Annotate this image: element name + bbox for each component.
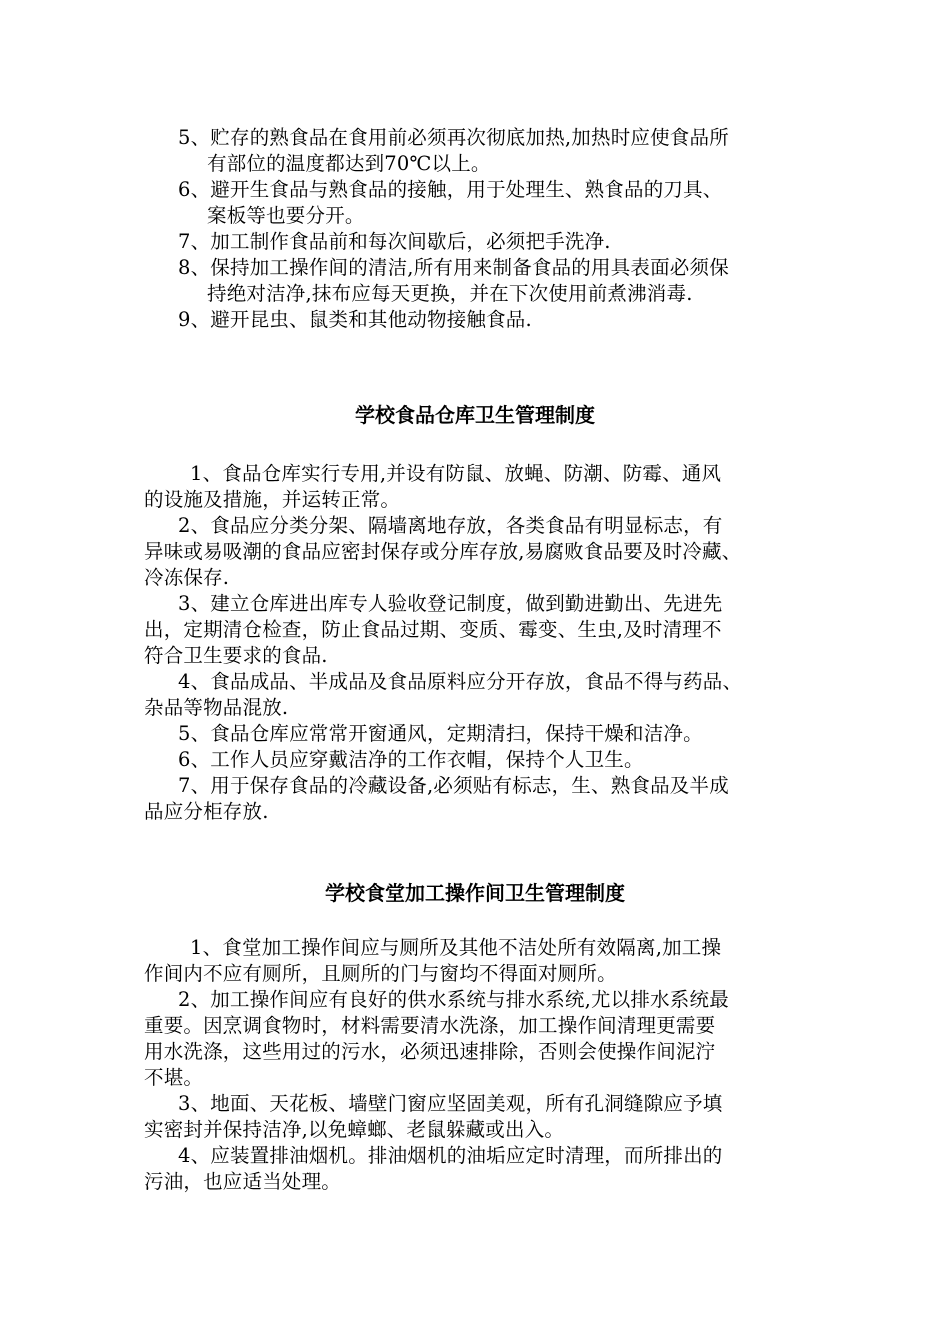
warehouse-rule-line: 1、食品仓库实行专用,并设有防鼠、放蝇、防潮、防霉、通风 xyxy=(190,462,722,485)
warehouse-section-title: 学校食品仓库卫生管理制度 xyxy=(355,403,595,427)
kitchen-rule-line: 实密封并保持洁净,以免蟑螂、老鼠躲藏或出入。 xyxy=(144,1118,565,1141)
warehouse-rule-line: 4、食品成品、半成品及食品原料应分开存放，食品不得与药品、 xyxy=(178,670,743,693)
kitchen-rule-line: 作间内不应有厕所，且厕所的门与窗均不得面对厕所。 xyxy=(144,962,617,985)
warehouse-rule-line: 品应分柜存放. xyxy=(144,800,269,823)
kitchen-rule-line: 1、食堂加工操作间应与厕所及其他不洁处所有效隔离,加工操 xyxy=(190,936,722,959)
warehouse-rule-line: 冷冻保存. xyxy=(144,566,230,589)
kitchen-rule-line: 不堪。 xyxy=(144,1066,204,1089)
rule-8-line-1: 8、保持加工操作间的清洁,所有用来制备食品的用具表面必须保 xyxy=(178,256,729,279)
warehouse-rule-line: 2、食品应分类分架、隔墙离地存放，各类食品有明显标志，有 xyxy=(178,514,723,537)
warehouse-rule-line: 杂品等物品混放. xyxy=(144,696,289,719)
warehouse-rule-line: 的设施及措施，并运转正常。 xyxy=(144,488,401,511)
rule-5-line-2: 有部位的温度都达到70℃以上。 xyxy=(207,152,491,175)
kitchen-rule-line: 2、加工操作间应有良好的供水系统与排水系统,尤以排水系统最 xyxy=(178,988,729,1011)
rule-6-line-2: 案板等也要分开。 xyxy=(207,204,365,227)
kitchen-rule-line: 4、应装置排油烟机。排油烟机的油垢应定时清理，而所排出的 xyxy=(178,1144,723,1167)
rule-8-line-2: 持绝对洁净,抹布应每天更换，并在下次使用前煮沸消毒. xyxy=(207,282,693,305)
warehouse-rule-line: 6、工作人员应穿戴洁净的工作衣帽，保持个人卫生。 xyxy=(178,748,644,771)
warehouse-rule-line: 7、用于保存食品的冷藏设备,必须贴有标志，生、熟食品及半成 xyxy=(178,774,729,797)
rule-9-line-1: 9、避开昆虫、鼠类和其他动物接触食品. xyxy=(178,308,532,331)
kitchen-section-title: 学校食堂加工操作间卫生管理制度 xyxy=(325,881,625,905)
rule-5-line-1: 5、贮存的熟食品在食用前必须再次彻底加热,加热时应使食品所 xyxy=(178,126,729,149)
rule-7-line-1: 7、加工制作食品前和每次间歇后，必须把手洗净. xyxy=(178,230,611,253)
warehouse-rule-line: 出，定期清仓检查，防止食品过期、变质、霉变、生虫,及时清理不 xyxy=(144,618,722,641)
rule-6-line-1: 6、避开生食品与熟食品的接触，用于处理生、熟食品的刀具、 xyxy=(178,178,723,201)
warehouse-rule-line: 3、建立仓库进出库专人验收登记制度，做到勤进勤出、先进先 xyxy=(178,592,723,615)
kitchen-rule-line: 3、地面、天花板、墙壁门窗应坚固美观，所有孔洞缝隙应予填 xyxy=(178,1092,723,1115)
warehouse-rule-line: 异味或易吸潮的食品应密封保存或分库存放,易腐败食品要及时冷藏、 xyxy=(144,540,742,563)
warehouse-rule-line: 符合卫生要求的食品. xyxy=(144,644,328,667)
kitchen-rule-line: 用水洗涤，这些用过的污水，必须迅速排除，否则会使操作间泥泞 xyxy=(144,1040,716,1063)
warehouse-rule-line: 5、食品仓库应常常开窗通风，定期清扫，保持干燥和洁净。 xyxy=(178,722,703,745)
kitchen-rule-line: 污油，也应适当处理。 xyxy=(144,1170,342,1193)
kitchen-rule-line: 重要。因烹调食物时，材料需要清水洗涤，加工操作间清理更需要 xyxy=(144,1014,716,1037)
